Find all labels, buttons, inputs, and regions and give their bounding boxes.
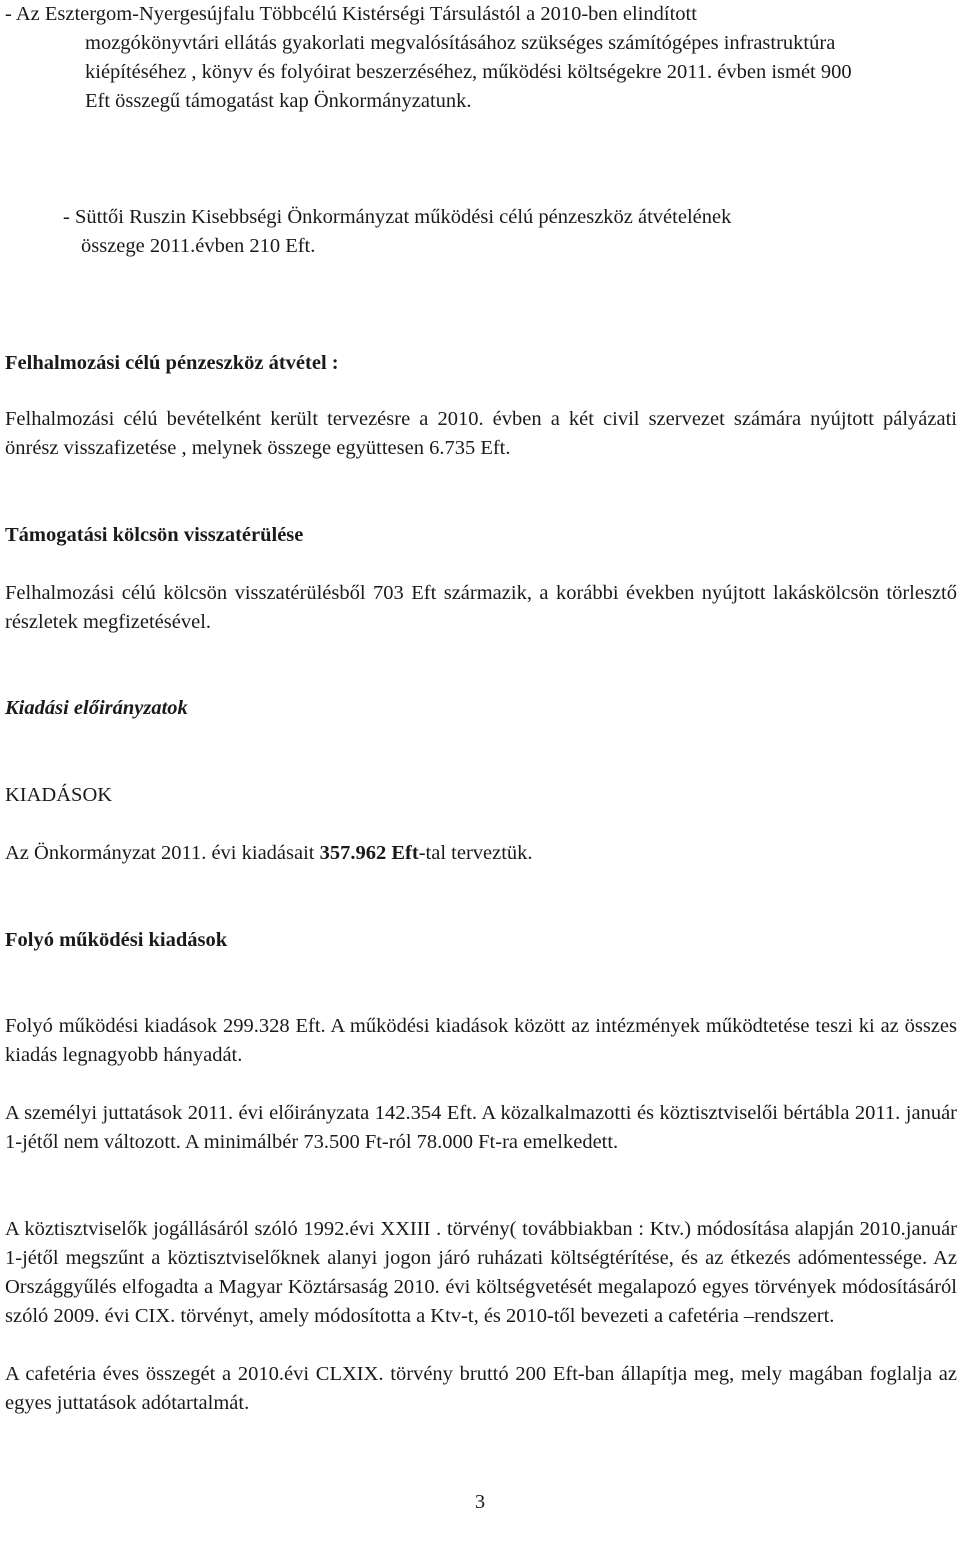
heading-kiadasok: KIADÁSOK	[5, 784, 113, 806]
paragraph-cafeteria: A cafetéria éves összegét a 2010.évi CLXIX. törvény bruttó 200 Eft-ban állapítja meg, mely magában foglalja az egyes juttatások adótartalmát.	[5, 1363, 957, 1414]
kiadasok-pre: Az Önkormányzat 2011. évi kiadásait	[5, 842, 320, 864]
heading-felhalmozasi: Felhalmozási célú pénzeszköz átvétel :	[5, 352, 339, 374]
bullet-rest: mozgókönyvtári ellátás gyakorlati megvalósításához szükséges számítógépes infrastruktúra kiépítéséhez , könyv és folyóirat beszerzéséhez, működési költségekre 2011. évben ismét 900 Eft összegű támogatást kap Önkormányzatunk.	[85, 32, 852, 112]
bullet-lead: - Az Esztergom-Nyergesújfalu Többcélú Kistérségi Társulástól a 2010-ben elindított	[5, 3, 697, 25]
page-number: 3	[474, 1491, 486, 1513]
heading-kiadasi-eloiranyzatok: Kiadási előirányzatok	[5, 697, 188, 719]
bullet-ruszin	[5, 203, 957, 261]
paragraph-szemelyi-juttatasok: A személyi juttatások 2011. évi előirányzata 142.354 Eft. A közalkalmazotti és köztisztviselői bértábla 2011. január 1-jétől nem változott. A minimálbér 73.500 Ft-ról 78.000 Ft-ra emelkedett.	[5, 1102, 957, 1153]
bullet-lead: - Süttői Ruszin Kisebbségi Önkormányzat működési célú pénzeszköz átvételének	[63, 206, 732, 228]
paragraph-ktv: A köztisztviselők jogállásáról szóló 1992.évi XXIII . törvény( továbbiakban : Ktv.) módosítása alapján 2010.január 1-jétől megszűnt a köztisztviselőknek alanyi jogon járó ruházati költségtérítése, és az étkezés adómentessége. Az Országgyűlés elfogadta a Magyar Köztársaság 2010. évi költségvetését megalapozó egyes törvények módosításáról szóló 2009. évi CIX. törvényt, amely módosította a Ktv-t, és 2010-től bevezeti a cafetéria –rendszert.	[5, 1218, 957, 1327]
paragraph-folyo: Folyó működési kiadások 299.328 Eft. A működési kiadások között az intézmények működtetése teszi ki az összes kiadás legnagyobb hányadát.	[5, 1015, 957, 1066]
kiadasok-amount: 357.962 Eft	[319, 842, 419, 864]
bullet-rest: összege 2011.évben 210 Eft.	[81, 235, 316, 257]
heading-kolcson: Támogatási kölcsön visszatérülése	[5, 524, 304, 546]
paragraph-kolcson: Felhalmozási célú kölcsön visszatérülésből 703 Eft származik, a korábbi években nyújtott lakáskölcsön törlesztő részletek megfizetésével.	[5, 582, 957, 633]
paragraph-kiadasok	[5, 839, 957, 868]
kiadasok-post: -tal terveztük.	[418, 842, 533, 864]
paragraph-felhalmozasi: Felhalmozási célú bevételként került tervezésre a 2010. évben a két civil szervezet számára nyújtott pályázati önrész visszafizetése , melynek összege együttesen 6.735 Eft.	[5, 408, 957, 459]
heading-folyo-mukodesi: Folyó működési kiadások	[5, 929, 228, 951]
bullet-mozgokonyvtar	[5, 0, 957, 116]
